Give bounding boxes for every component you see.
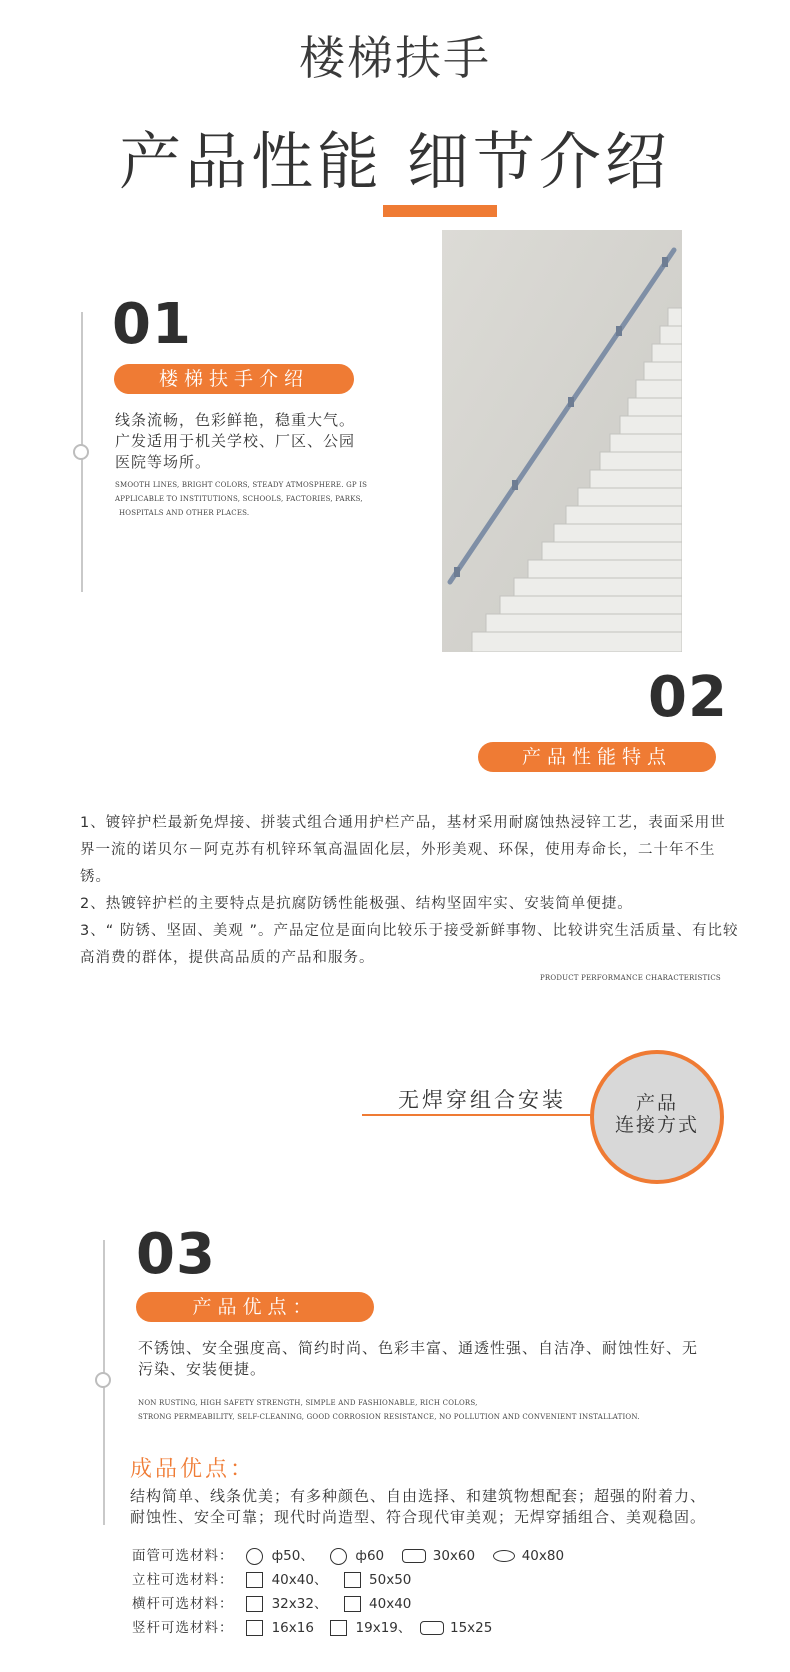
material-row-crossbar — [132, 1593, 421, 1615]
connection-method-circle — [590, 1050, 724, 1184]
text-line: 污染、安装便捷。 — [138, 1360, 267, 1378]
install-method-text: 无焊穿组合安装 — [398, 1088, 566, 1112]
section3-en-text — [138, 1396, 640, 1424]
square-tube-icon — [344, 1596, 361, 1612]
material-row-baluster — [132, 1617, 502, 1639]
section2-number: 02 — [648, 665, 728, 730]
stair-handrail-photo — [442, 230, 682, 652]
material-option: 40x40、 — [271, 1572, 328, 1588]
text-line: 医院等场所。 — [115, 453, 212, 471]
paragraph: 1、镀锌护栏最新免焊接、拼装式组合通用护栏产品，基材采用耐腐蚀热浸锌工艺，表面采用世界一流的诺贝尔－阿克苏有机锌环氧高温固化层，外形美观、环保，使用寿命长，二十年不生锈。 — [80, 815, 726, 885]
stair-illustration — [442, 230, 682, 652]
text-line: APPLICABLE TO INSTITUTIONS, SCHOOLS, FACTORIES, PARKS, — [115, 495, 363, 503]
material-label: 横杆可选材料： — [132, 1596, 234, 1612]
text-line: 不锈蚀、安全强度高、简约时尚、色彩丰富、通透性强、自洁净、耐蚀性好、无 — [138, 1339, 699, 1357]
text-line: 耐蚀性、安全可靠；现代时尚造型、符合现代审美观；无焊穿插组合、美观稳固。 — [130, 1508, 707, 1526]
material-option: 15x25 — [450, 1620, 493, 1636]
timeline-dot-1 — [73, 444, 89, 460]
text-line: 线条流畅，色彩鲜艳，稳重大气。 — [115, 411, 356, 429]
page-title: 楼梯扶手 — [299, 31, 491, 85]
text-line: 结构简单、线条优美；有多种颜色、自由选择、和建筑物想配套；超强的附着力、 — [130, 1487, 707, 1505]
page-subtitle: 产品性能 细节介绍 — [119, 125, 671, 198]
material-option: 16x16 — [271, 1620, 314, 1636]
rect-tube-icon — [402, 1549, 426, 1563]
material-label: 面管可选材料： — [132, 1548, 234, 1564]
section3-tag: 产品优点： — [136, 1292, 374, 1322]
circle-line-2: 连接方式 — [614, 1114, 699, 1136]
material-row-top-tube — [132, 1545, 574, 1567]
finished-advantages-title: 成品优点： — [130, 1457, 256, 1482]
section2-tag: 产品性能特点 — [478, 742, 716, 772]
paragraph: 3、“ 防锈、坚固、美观 ”。产品定位是面向比较乐于接受新鲜事物、比较讲究生活质量、有比较高消费的群体，提供高品质的产品和服务。 — [80, 923, 739, 966]
round-tube-icon — [246, 1548, 263, 1565]
material-option: 30x60 — [432, 1548, 476, 1564]
finished-advantages-text — [130, 1486, 706, 1528]
square-tube-icon — [246, 1596, 263, 1612]
material-option: 50x50 — [369, 1572, 412, 1588]
square-tube-icon — [344, 1572, 361, 1588]
material-option: 19x19、 — [355, 1620, 412, 1636]
text-line: STRONG PERMEABILITY, SELF-CLEANING, GOOD CORROSION RESISTANCE, NO POLLUTION AND CONVENIENT INSTALLATION. — [138, 1413, 640, 1421]
material-row-post — [132, 1569, 421, 1591]
paragraph: 2、热镀锌护栏的主要特点是抗腐防锈性能极强、结构坚固牢实、安装简单便捷。 — [80, 896, 633, 912]
section1-number: 01 — [112, 292, 192, 357]
square-tube-icon — [330, 1620, 347, 1636]
rect-tube-icon — [420, 1621, 444, 1635]
section1-tag: 楼梯扶手介绍 — [114, 364, 354, 394]
material-option: 32x32、 — [271, 1596, 328, 1612]
install-underline — [362, 1114, 592, 1116]
text-line: HOSPITALS AND OTHER PLACES. — [119, 509, 250, 517]
section2-paragraphs — [80, 810, 740, 972]
section2-en: PRODUCT PERFORMANCE CHARACTERISTICS — [540, 974, 721, 982]
title-underline — [383, 205, 497, 217]
section1-en-text — [115, 478, 367, 520]
text-line: 广发适用于机关学校、厂区、公园 — [115, 432, 356, 450]
square-tube-icon — [246, 1572, 263, 1588]
square-tube-icon — [246, 1620, 263, 1636]
section3-cn-text — [138, 1338, 698, 1380]
round-tube-icon — [330, 1548, 347, 1565]
text-line: SMOOTH LINES, BRIGHT COLORS, STEADY ATMOSPHERE. GP IS — [115, 481, 368, 489]
material-option: ф50、 — [271, 1548, 314, 1564]
section3-number: 03 — [136, 1222, 216, 1287]
text-line: NON RUSTING, HIGH SAFETY STRENGTH, SIMPLE AND FASHIONABLE, RICH COLORS, — [138, 1399, 478, 1407]
material-option: 40x80 — [521, 1548, 565, 1564]
material-option: 40x40 — [369, 1596, 412, 1612]
oval-tube-icon — [493, 1550, 515, 1562]
circle-line-1: 产品 — [635, 1092, 678, 1114]
material-option: ф60 — [355, 1548, 385, 1564]
material-label: 立柱可选材料： — [132, 1572, 234, 1588]
material-label: 竖杆可选材料： — [132, 1620, 234, 1636]
section1-cn-text — [115, 410, 355, 473]
timeline-dot-3 — [95, 1372, 111, 1388]
